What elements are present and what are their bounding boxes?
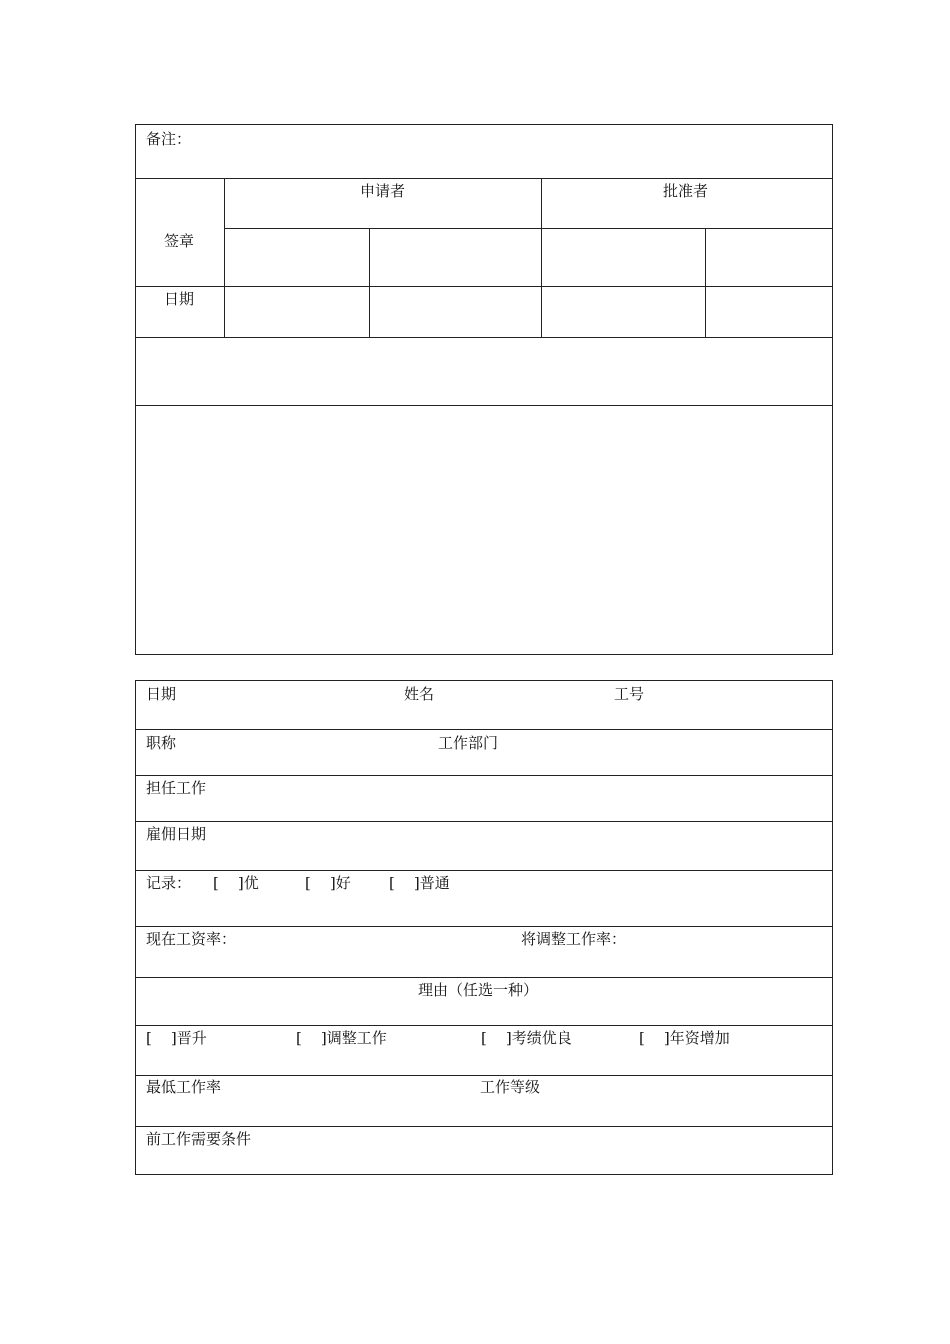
row-divider	[136, 1025, 832, 1026]
date-label: 日期	[146, 685, 177, 703]
applicant-signature-cell-2[interactable]	[370, 229, 541, 286]
row-divider	[136, 1075, 832, 1076]
name-label: 姓名	[404, 685, 435, 703]
record-option-normal[interactable]: [ ]普通	[389, 874, 450, 892]
salary-adjustment-table	[135, 680, 833, 1175]
applicant-signature-cell[interactable]	[225, 229, 369, 286]
employee-id-label: 工号	[614, 685, 645, 703]
blank-area[interactable]	[136, 406, 832, 654]
department-label: 工作部门	[438, 734, 499, 752]
row-divider	[136, 821, 832, 822]
row-divider	[136, 977, 832, 978]
row-divider	[136, 926, 832, 927]
reason-option-job-adjustment[interactable]: [ ]调整工作	[296, 1029, 387, 1047]
reason-option-seniority[interactable]: [ ]年资增加	[639, 1029, 730, 1047]
row-divider	[136, 775, 832, 776]
applicant-date-cell-2[interactable]	[370, 287, 541, 337]
signature-label: 签章	[164, 232, 195, 250]
approver-header: 批准者	[663, 182, 709, 200]
reason-header: 理由（任选一种）	[418, 981, 539, 999]
record-option-excellent[interactable]: [ ]优	[213, 874, 259, 892]
row-divider	[136, 729, 832, 730]
applicant-header: 申请者	[360, 182, 406, 200]
approver-signature-cell-2[interactable]	[706, 229, 832, 286]
row-divider	[136, 1126, 832, 1127]
approver-signature-cell[interactable]	[542, 229, 705, 286]
record-label: 记录：	[146, 874, 192, 892]
record-option-good[interactable]: [ ]好	[305, 874, 351, 892]
assigned-work-label: 担任工作	[146, 779, 207, 797]
row-divider	[136, 870, 832, 871]
current-rate-label: 现在工资率：	[146, 930, 237, 948]
adjusted-rate-label: 将调整工作率：	[521, 930, 627, 948]
hire-date-label: 雇佣日期	[146, 825, 207, 843]
remarks-label: 备注：	[146, 130, 192, 148]
reason-option-promotion[interactable]: [ ]晋升	[146, 1029, 207, 1047]
row-divider	[136, 178, 832, 179]
requirements-label: 前工作需要条件	[146, 1130, 252, 1148]
date-label: 日期	[164, 290, 195, 308]
title-label: 职称	[146, 734, 177, 752]
blank-row[interactable]	[136, 338, 832, 404]
approver-date-cell-2[interactable]	[706, 287, 832, 337]
grade-label: 工作等级	[480, 1078, 541, 1096]
min-rate-label: 最低工作率	[146, 1078, 222, 1096]
approval-table	[135, 124, 833, 655]
applicant-date-cell[interactable]	[225, 287, 369, 337]
approver-date-cell[interactable]	[542, 287, 705, 337]
reason-option-performance[interactable]: [ ]考绩优良	[481, 1029, 572, 1047]
